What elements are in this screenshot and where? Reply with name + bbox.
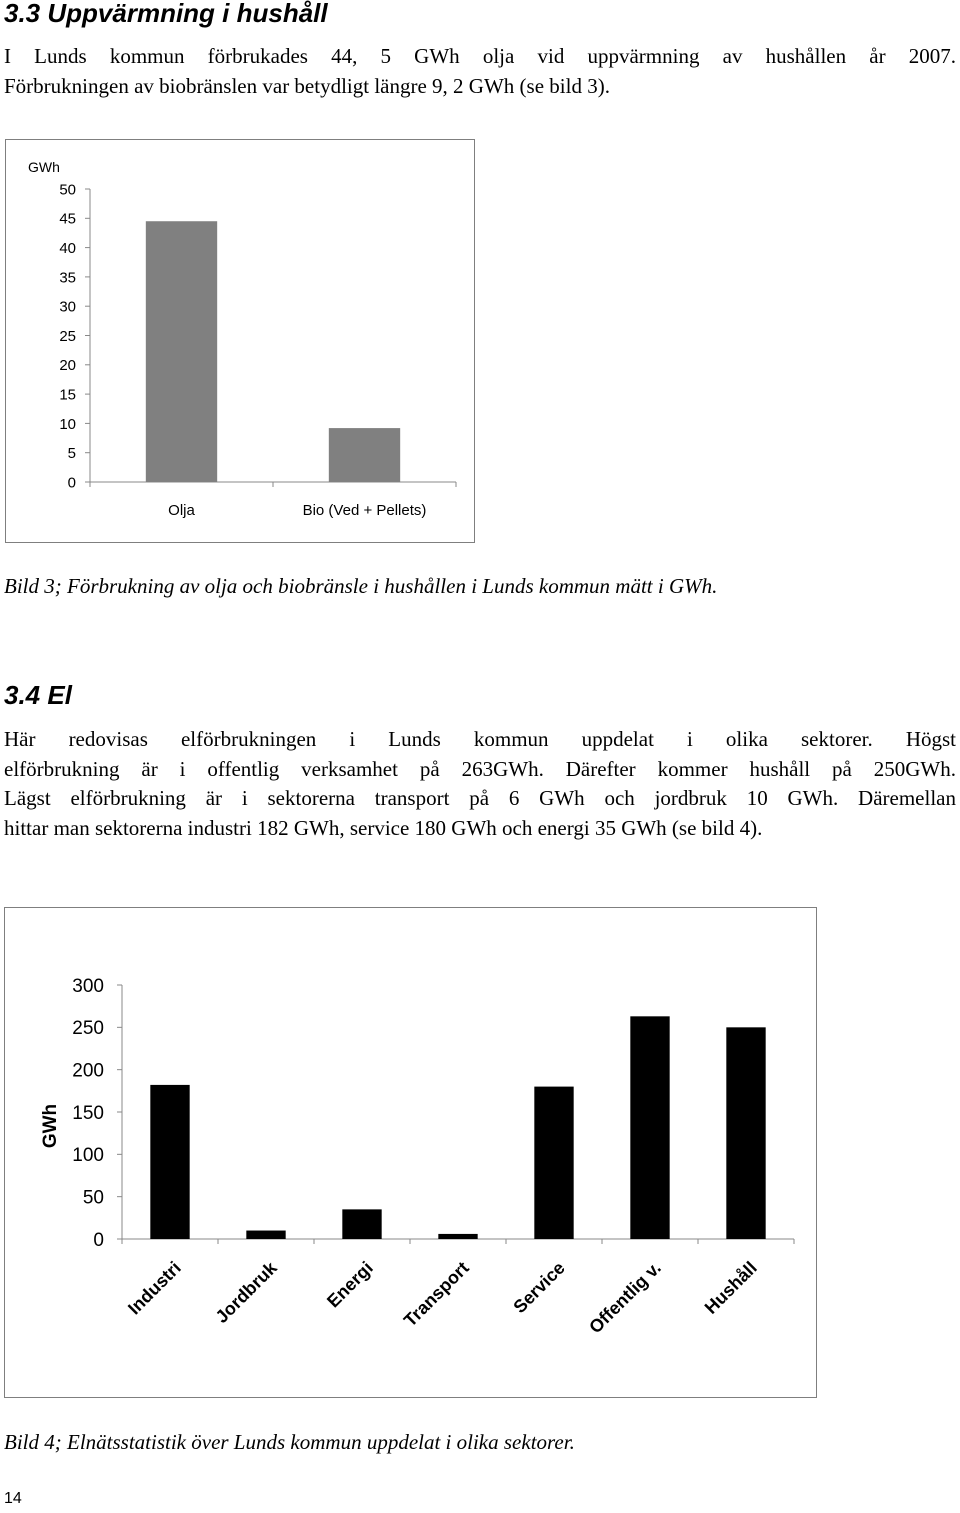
bar-service [534,1087,573,1239]
y-tick-label: 30 [59,298,76,316]
paragraph-3-3 [4,42,956,101]
y-tick-label: 5 [67,445,76,463]
chart-electricity-frame [4,907,817,1398]
x-category-label: Industri [124,1257,185,1319]
x-category-label: Jordbruk [211,1257,281,1327]
figure-caption-4: Bild 4; Elnätsstatistik över Lunds kommun uppdelat i olika sektorer. [4,1430,575,1454]
y-tick-label: 15 [59,386,76,404]
x-category-label: Offentlig v. [585,1257,665,1338]
figure-caption-3: Bild 3; Förbrukning av olja och biobränsle i hushållen i Lunds kommun mätt i GWh. [4,574,718,598]
y-tick-label: 0 [67,474,76,492]
paragraph-3-4 [4,725,956,843]
x-category-label: Service [509,1257,569,1318]
paragraph-line: elförbrukning är i offentlig verksamhet på 263GWh. Därefter kommer hushåll på 250GWh. [4,756,956,781]
chart-oil-bio [6,140,473,541]
bar-transport [438,1234,477,1239]
section-heading-3-3: 3.3 Uppvärmning i hushåll [4,0,328,28]
paragraph-line: Här redovisas elförbrukningen i Lunds kommun uppdelat i olika sektorer. Högst [4,727,956,751]
chart-oil-bio-frame [5,139,475,543]
y-tick-label: 25 [59,327,76,345]
page-number: 14 [4,1490,22,1507]
y-tick-label: 35 [59,269,76,287]
paragraph-line: Förbrukningen av biobränslen var betydligt längre 9, 2 GWh (se bild 3). [4,73,610,98]
bar-jordbruk [246,1231,285,1239]
chart1-y-axis-label: GWh [28,159,60,175]
y-tick-label: 200 [72,1060,104,1082]
y-tick-label: 50 [59,181,76,199]
chart-electricity [5,908,815,1396]
bar-olja [146,221,217,482]
x-category-label: Hushåll [700,1257,761,1318]
y-tick-label: 10 [59,415,76,433]
paragraph-line: Lägst elförbrukning är i sektorerna transport på 6 GWh och jordbruk 10 GWh. Däremellan [4,786,956,810]
paragraph-line: hittar man sektorerna industri 182 GWh, service 180 GWh och energi 35 GWh (se bild 4). [4,815,763,840]
x-category-label: Olja [168,502,195,519]
paragraph-line: I Lunds kommun förbrukades 44, 5 GWh olja vid uppvärmning av hushållen år 2007. [4,44,956,68]
bar-hushåll [726,1027,765,1239]
y-tick-label: 45 [59,210,76,228]
x-category-label: Energi [323,1257,377,1312]
y-tick-label: 250 [72,1018,104,1040]
bar-energi [342,1209,381,1239]
y-tick-label: 150 [72,1102,104,1124]
bar-bio-ved-pellets [329,428,400,482]
chart2-y-axis-label: GWh [40,1103,61,1149]
section-heading-3-4: 3.4 El [4,680,72,710]
y-tick-label: 20 [59,357,76,375]
y-tick-label: 40 [59,240,76,257]
y-tick-label: 50 [82,1187,104,1209]
x-category-label: Transport [399,1257,473,1331]
x-category-label: Bio (Ved + Pellets) [302,502,427,519]
y-tick-label: 0 [93,1229,104,1251]
bar-offentlig-v [630,1016,669,1239]
y-tick-label: 100 [72,1145,104,1167]
y-tick-label: 300 [72,975,104,997]
bar-industri [150,1085,189,1239]
